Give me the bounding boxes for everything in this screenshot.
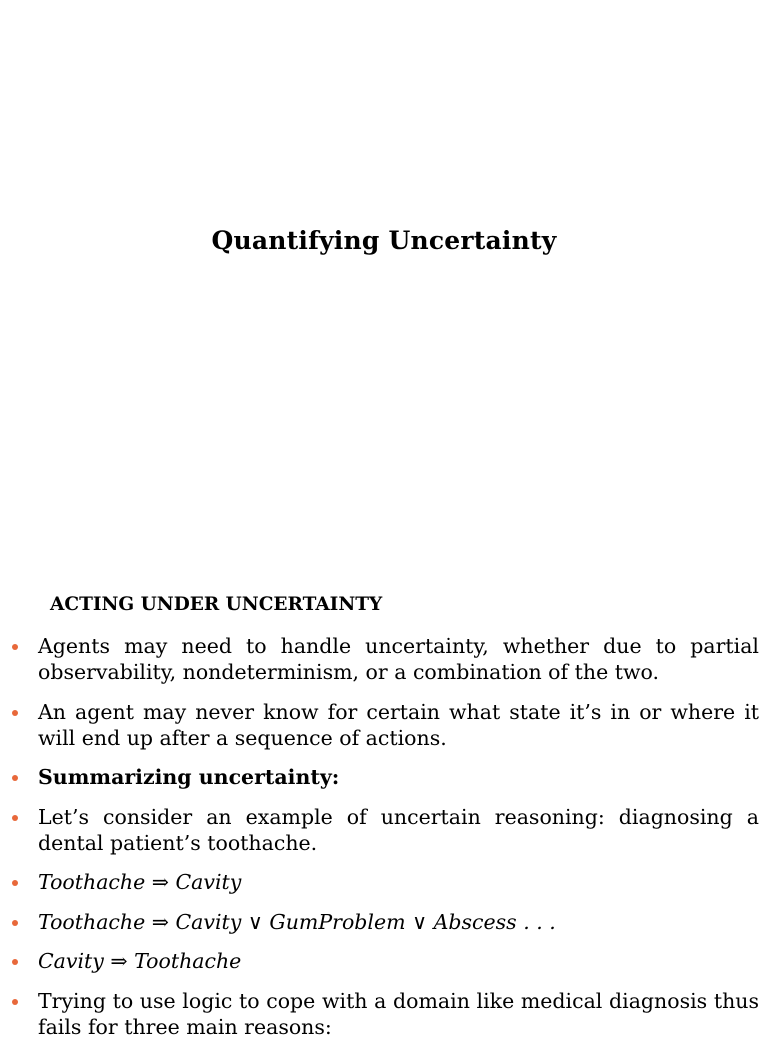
bullet-text: Agents may need to handle uncertainty, whether due to partial observability, nondeterminism, or a combination of the two. (38, 634, 759, 684)
bullet-text: Toothache ⇒ Cavity ∨ GumProblem ∨ Abscess . . . (38, 909, 556, 934)
bullet-item (0, 699, 768, 751)
bullet-item (0, 633, 768, 685)
bullet-dot-icon (12, 880, 18, 886)
bullet-dot-icon (12, 710, 18, 716)
bullet-text: Trying to use logic to cope with a domain like medical diagnosis thus fails for three main reasons: (38, 988, 759, 1039)
bullet-item (0, 804, 768, 856)
bullet-dot-icon (12, 959, 18, 965)
bullet-text: Summarizing uncertainty: (38, 765, 340, 789)
bullet-text: Let’s consider an example of uncertain reasoning: diagnosing a dental patient’s toothache. (38, 804, 759, 855)
bullet-item (0, 988, 768, 1040)
bullet-dot-icon (12, 920, 18, 926)
bullet-list (0, 633, 768, 1053)
bullet-item (0, 909, 768, 935)
bullet-text: Toothache ⇒ Cavity (38, 870, 242, 894)
section-heading: ACTING UNDER UNCERTAINTY (50, 594, 383, 615)
bullet-dot-icon (12, 999, 18, 1005)
bullet-dot-icon (12, 644, 18, 650)
page-title: Quantifying Uncertainty (211, 226, 557, 255)
bullet-text: Cavity ⇒ Toothache (38, 949, 242, 973)
bullet-item (0, 764, 768, 790)
bullet-item (0, 869, 768, 895)
bullet-dot-icon (12, 815, 18, 821)
bullet-text: An agent may never know for certain what state it’s in or where it will end up after a sequence of actions. (38, 699, 759, 750)
bullet-item (0, 948, 768, 974)
bullet-dot-icon (12, 775, 18, 781)
